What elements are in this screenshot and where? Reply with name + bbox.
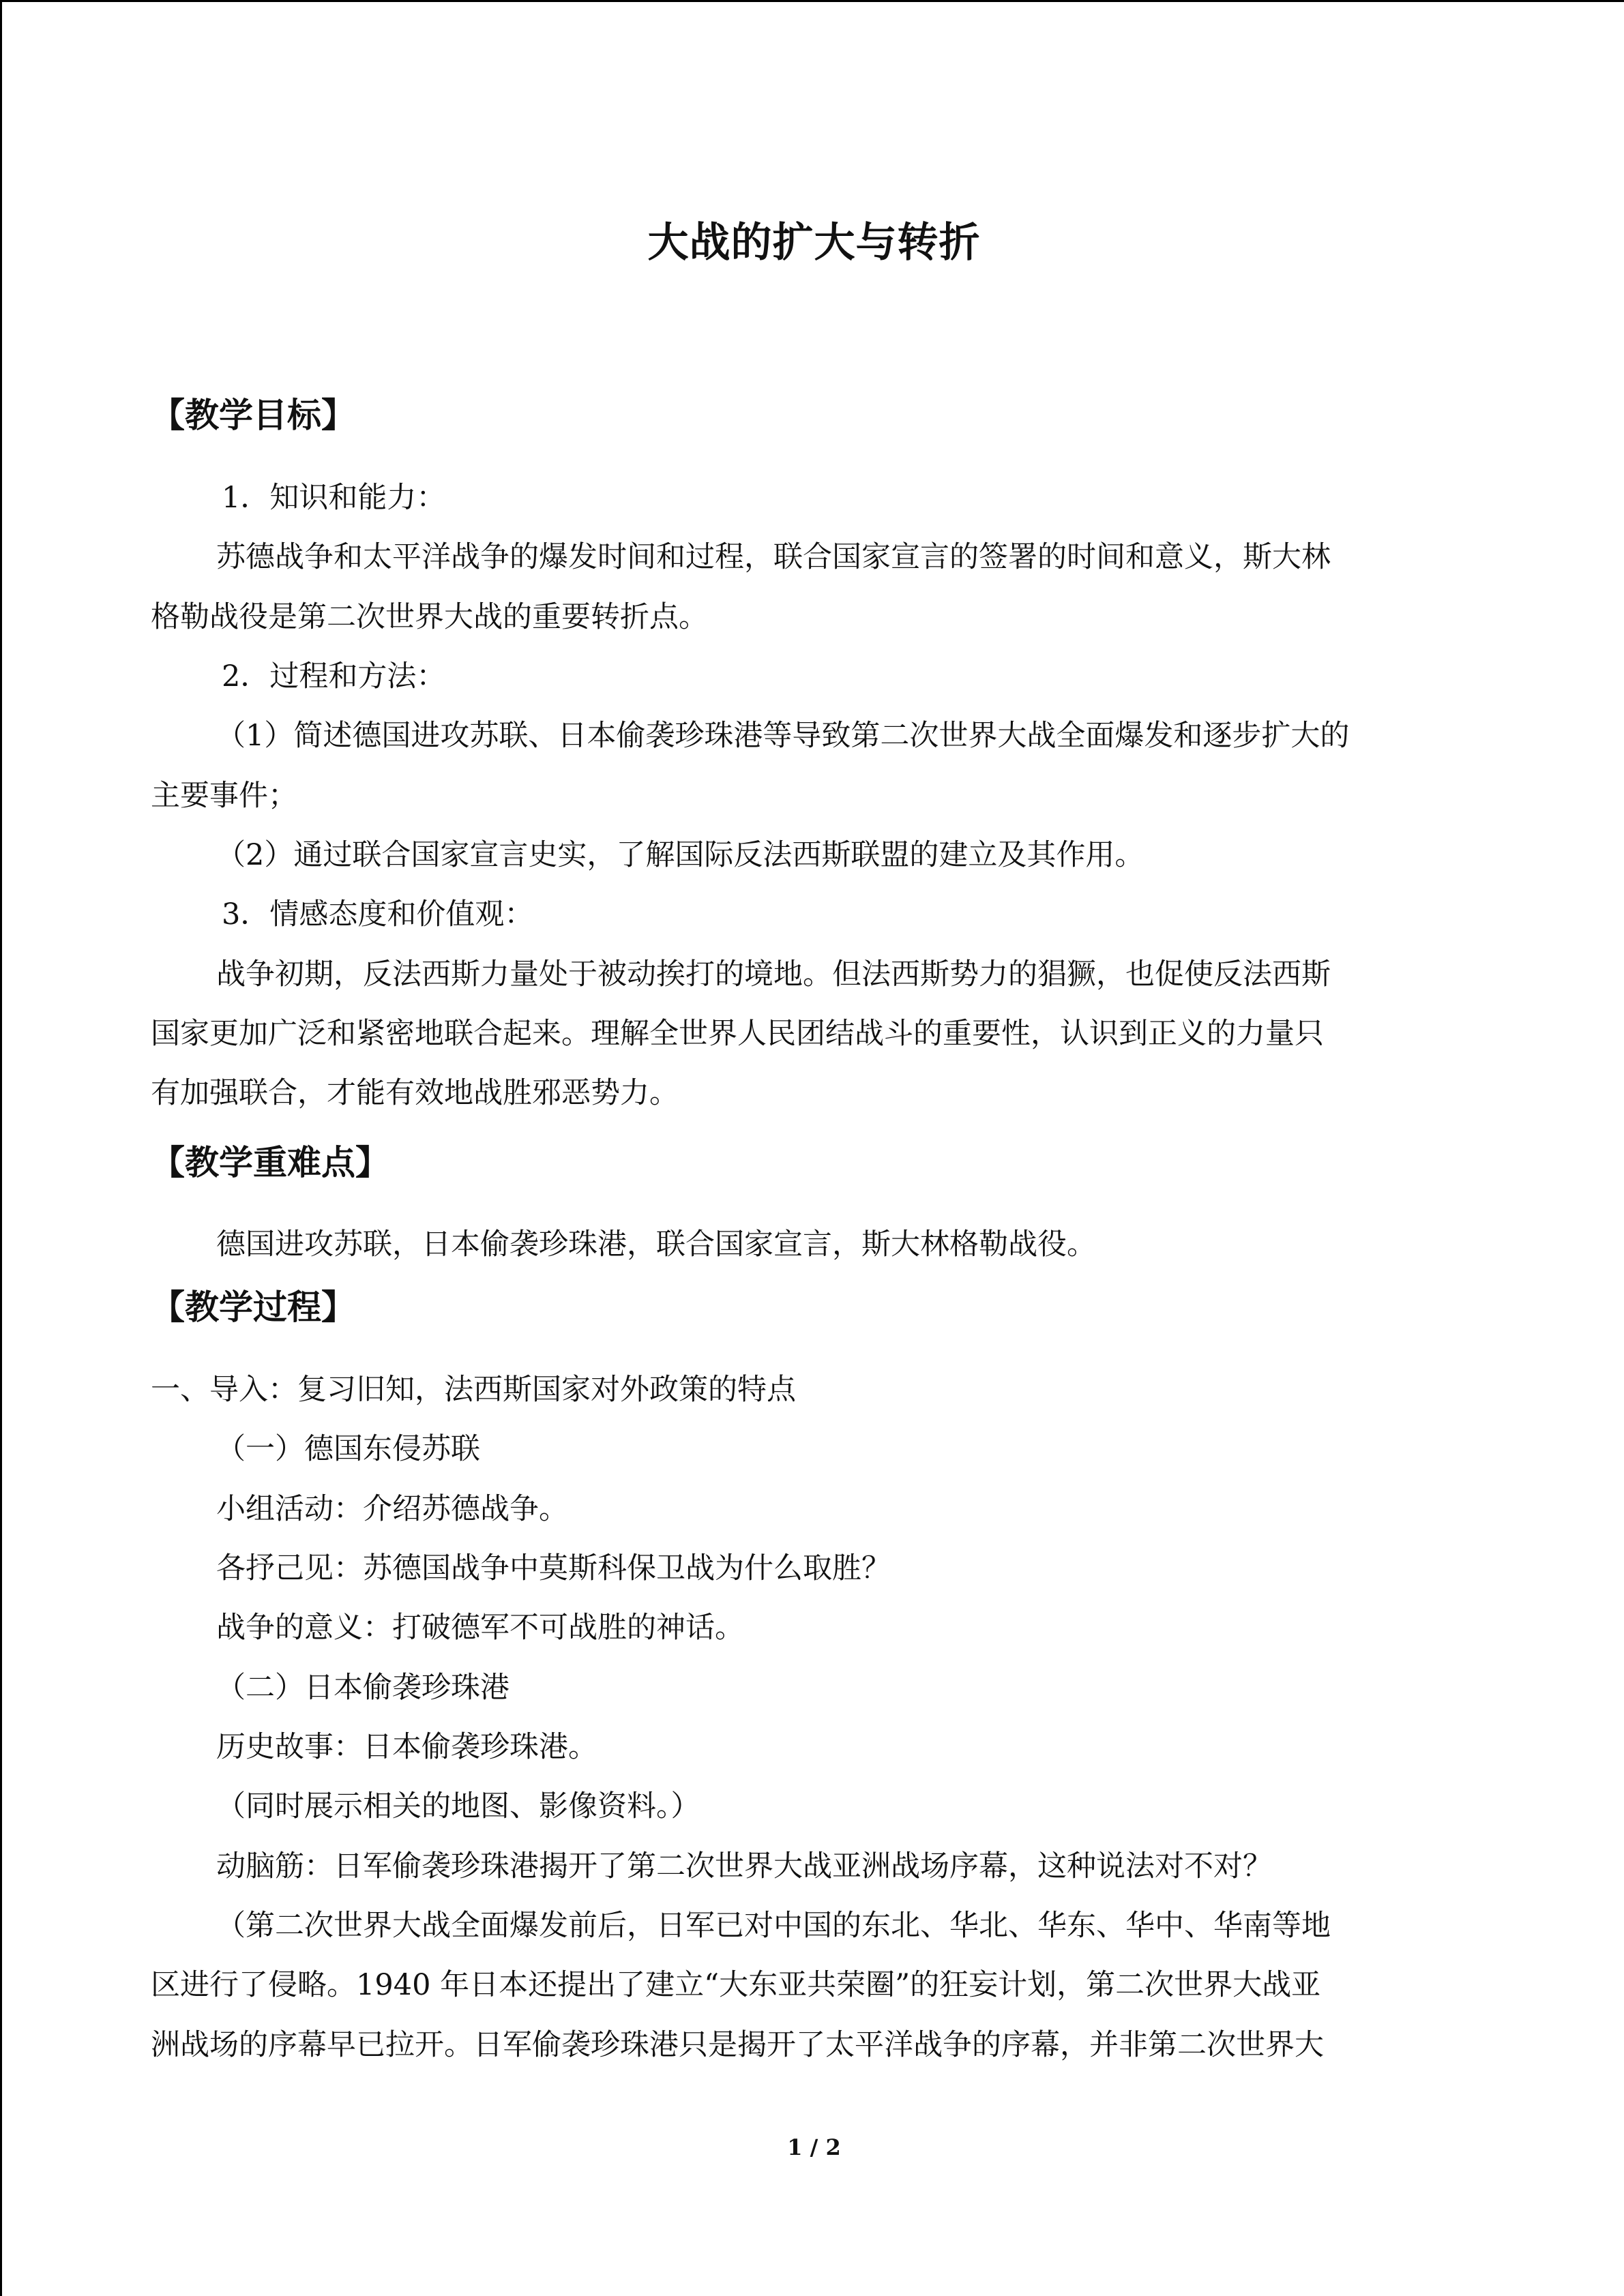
objective-item2-text-line1: （1）简述德国进攻苏联、日本偷袭珍珠港等导致第二次世界大战全面爆发和逐步扩大的: [216, 719, 1350, 753]
objective-item2-text-line2: 主要事件；: [151, 779, 297, 813]
objective-item3-text-line3: 有加强联合，才能有效地战胜邪恶势力。: [151, 1076, 679, 1110]
objective-item1-text-line2: 格勒战役是第二次世界大战的重要转折点。: [151, 600, 708, 634]
section-heading-process: 【教学过程】: [151, 1287, 355, 1327]
section-heading-key-points: 【教学重难点】: [151, 1143, 389, 1182]
process-part1-line3: 战争的意义：打破德军不可战胜的神话。: [216, 1611, 744, 1645]
objective-item1-text-line1: 苏德战争和太平洋战争的爆发时间和过程，联合国家宣言的签署的时间和意义，斯大林: [216, 540, 1331, 574]
objective-item3-text-line1: 战争初期，反法西斯力量处于被动挨打的境地。但法西斯势力的猖獗，也促使反法西斯: [216, 957, 1331, 992]
process-part2-line4: （第二次世界大战全面爆发前后，日军已对中国的东北、华北、华东、华中、华南等地: [216, 1909, 1331, 1943]
document-title: 大战的扩大与转折: [647, 219, 981, 267]
objective-item2-label: 2．过程和方法：: [222, 659, 446, 694]
process-part2-line1: 历史故事：日本偷袭珍珠港。: [216, 1730, 597, 1764]
page-number: 1 / 2: [787, 2134, 841, 2160]
process-part1-line2: 各抒己见：苏德国战争中莫斯科保卫战为什么取胜？: [216, 1551, 891, 1585]
process-part2-line6: 洲战场的序幕早已拉开。日军偷袭珍珠港只是揭开了太平洋战争的序幕，并非第二次世界大: [151, 2028, 1324, 2062]
process-part2-line3: 动脑筋：日军偷袭珍珠港揭开了第二次世界大战亚洲战场序幕，这种说法对不对？: [216, 1849, 1272, 1883]
process-part1-line1: 小组活动：介绍苏德战争。: [216, 1492, 568, 1526]
process-part1-title: （一）德国东侵苏联: [216, 1432, 480, 1466]
objective-item2-text-line3: （2）通过联合国家宣言史实，了解国际反法西斯联盟的建立及其作用。: [216, 838, 1145, 872]
objective-item3-label: 3．情感态度和价值观：: [222, 897, 534, 931]
objective-item3-text-line2: 国家更加广泛和紧密地联合起来。理解全世界人民团结战斗的重要性，认识到正义的力量只: [151, 1017, 1324, 1051]
process-part2-title: （二）日本偷袭珍珠港: [216, 1671, 510, 1705]
key-points-text: 德国进攻苏联，日本偷袭珍珠港，联合国家宣言，斯大林格勒战役。: [216, 1227, 1096, 1262]
process-part2-line5: 区进行了侵略。1940 年日本还提出了建立“大东亚共荣圈”的狂妄计划，第二次世界大战亚: [151, 1968, 1321, 2002]
section-heading-objectives: 【教学目标】: [151, 396, 355, 435]
process-part2-line2: （同时展示相关的地图、影像资料。）: [216, 1789, 700, 1823]
process-intro: 一、导入：复习旧知，法西斯国家对外政策的特点: [151, 1373, 796, 1407]
objective-item1-label: 1．知识和能力：: [222, 481, 446, 515]
